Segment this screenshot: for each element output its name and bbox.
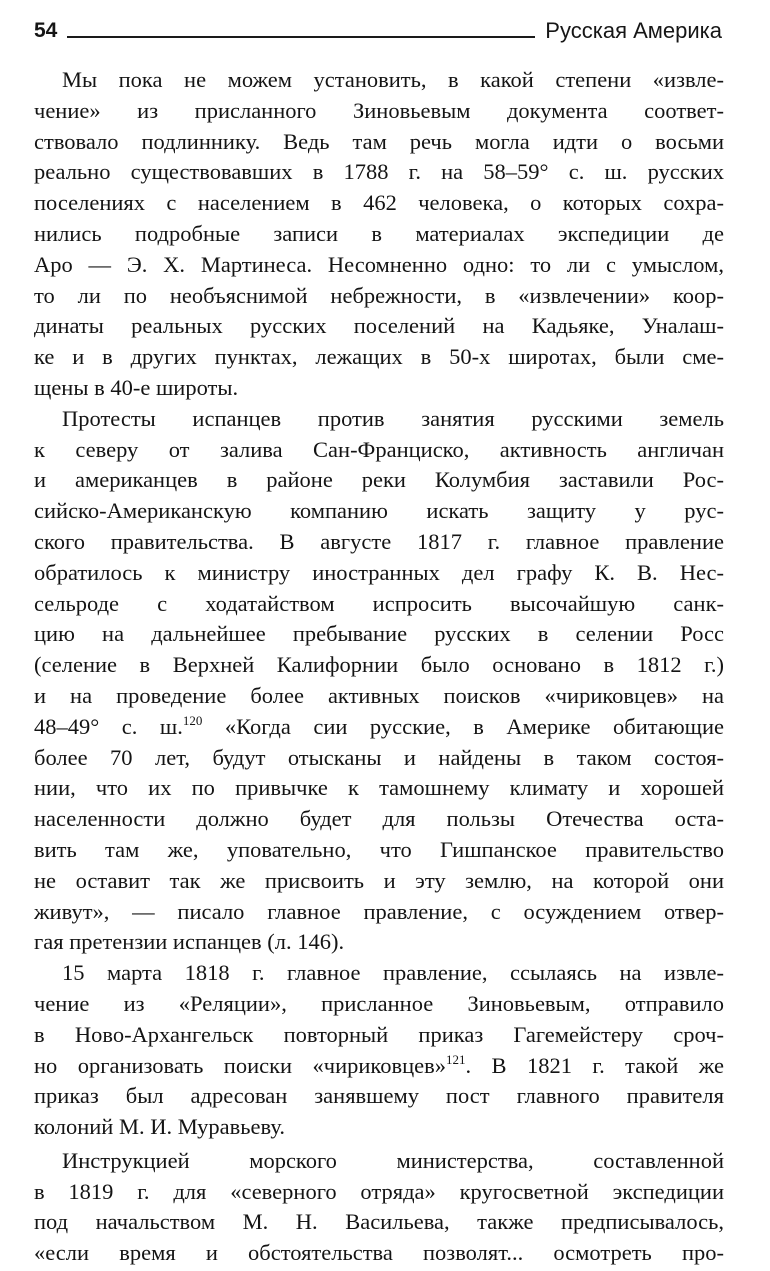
text-line: чение» из присланного Зиновьевым документа соответ- bbox=[34, 97, 724, 123]
text-line: колоний М. И. Муравьеву. bbox=[34, 1114, 286, 1140]
text-line: (селение в Верхней Калифорнии было основано в 1812 г.) bbox=[34, 652, 724, 678]
paragraph bbox=[34, 1146, 724, 1269]
text-line: обратилось к министру иностранных дел графу К. В. Нес- bbox=[34, 559, 724, 585]
text-line: 15 марта 1818 г. главное правление, ссылаясь на извле- bbox=[62, 960, 724, 986]
body-text bbox=[34, 65, 724, 1269]
text-line: сийско-Американскую компанию искать защиту у рус- bbox=[34, 498, 724, 524]
text-line: к северу от залива Сан-Франциско, активность англичан bbox=[34, 436, 724, 462]
text-line: щены в 40-е широты. bbox=[34, 374, 239, 400]
text-line: «если время и обстоятельства позволят... осмотреть про- bbox=[34, 1240, 724, 1266]
footnote-ref: 120 bbox=[182, 712, 203, 728]
text-line: ствовало подлиннику. Ведь там речь могла идти о восьми bbox=[34, 128, 724, 154]
paragraph bbox=[34, 65, 724, 404]
text-line: то ли по необъяснимой небрежности, в «извлечении» коор- bbox=[34, 282, 724, 308]
text-line: поселениях с населением в 462 человека, о которых сохра- bbox=[34, 190, 724, 216]
text-line: чение из «Реляции», присланное Зиновьевым, отправило bbox=[34, 990, 724, 1016]
text-line: Протесты испанцев против занятия русскими земель bbox=[62, 405, 724, 431]
header-rule bbox=[67, 35, 535, 38]
text-line: и на проведение более активных поисков «чириковцев» на bbox=[34, 682, 724, 708]
text-fragment: но организовать поиски «чириковцев» bbox=[34, 1052, 446, 1078]
text-line: населенности должно будет для пользы Отечества оста- bbox=[34, 806, 724, 832]
text-line: в Ново-Архангельск повторный приказ Гагемейстеру сроч- bbox=[34, 1021, 724, 1047]
text-line: динаты реальных русских поселений на Кадьяке, Уналаш- bbox=[34, 313, 724, 339]
paragraph bbox=[34, 404, 724, 958]
running-header bbox=[34, 12, 722, 46]
text-fragment: «Когда сии русские, в Америке обитающие bbox=[224, 713, 725, 739]
text-line: вить там же, уповательно, что Гишпанское правительство bbox=[34, 836, 724, 862]
text-line: живут», — писало главное правление, с осуждением отвер- bbox=[34, 898, 724, 924]
text-line: ского правительства. В августе 1817 г. главное правление bbox=[34, 528, 724, 554]
text-line: ке и в других пунктах, лежащих в 50-х широтах, были сме- bbox=[34, 344, 724, 370]
text-line: гая претензии испанцев (л. 146). bbox=[34, 929, 345, 955]
text-line-with-footnote bbox=[34, 1051, 724, 1082]
text-line: Аро — Э. Х. Мартинеса. Несомненно одно: то ли с умыслом, bbox=[34, 251, 724, 277]
text-line: не оставит так же присвоить и эту землю, на которой они bbox=[34, 867, 724, 893]
text-line: Мы пока не можем установить, в какой степени «извле- bbox=[62, 67, 724, 92]
page-number: 54 bbox=[34, 19, 58, 42]
text-fragment: 48–49° с. ш. bbox=[34, 713, 183, 739]
text-line: более 70 лет, будут отысканы и найдены в таком состоя- bbox=[34, 744, 724, 770]
footnote-ref: 121 bbox=[445, 1051, 466, 1067]
text-line-with-footnote bbox=[34, 712, 724, 743]
paragraph bbox=[34, 958, 724, 1143]
text-line: в 1819 г. для «северного отряда» кругосветной экспедиции bbox=[34, 1178, 724, 1204]
text-line: сельроде с ходатайством испросить высочайшую санк- bbox=[34, 590, 724, 616]
text-line: нились подробные записи в материалах экспедиции де bbox=[34, 220, 724, 246]
text-line: цию на дальнейшее пребывание русских в селении Росс bbox=[34, 621, 724, 647]
text-line: реально существовавших в 1788 г. на 58–59° с. ш. русских bbox=[34, 159, 724, 185]
text-line: Инструкцией морского министерства, составленной bbox=[62, 1147, 724, 1173]
text-line: приказ был адресован занявшему пост главного правителя bbox=[34, 1083, 724, 1109]
text-line: и американцев в районе реки Колумбия заставили Рос- bbox=[34, 467, 724, 493]
text-line: под начальством М. Н. Васильева, также предписывалось, bbox=[34, 1209, 724, 1235]
text-line: нии, что их по привычке к тамошнему климату и хорошей bbox=[34, 775, 724, 801]
running-title: Русская Америка bbox=[545, 18, 722, 43]
text-fragment: . В 1821 г. такой же bbox=[465, 1052, 724, 1078]
